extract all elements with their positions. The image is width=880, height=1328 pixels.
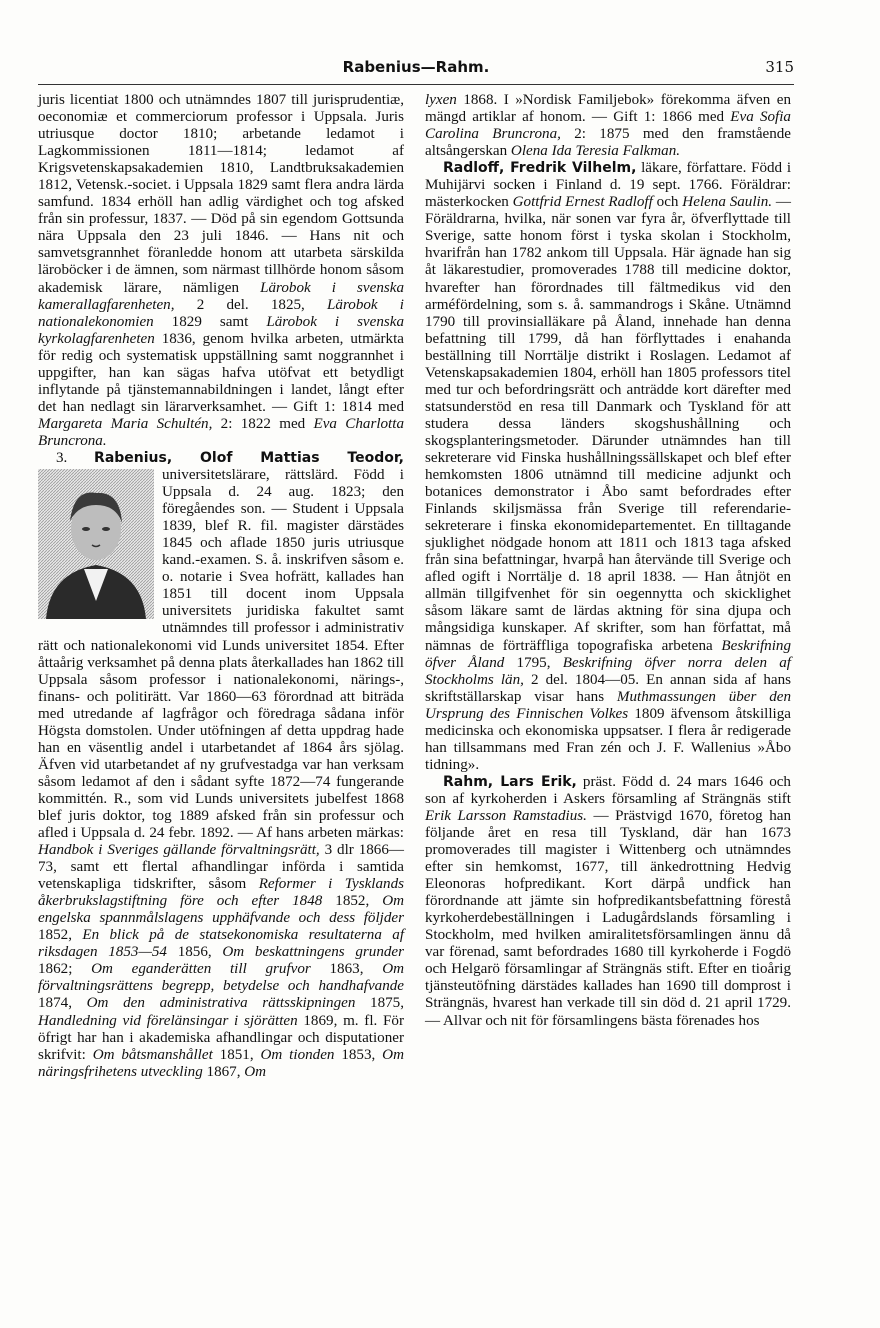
text: 1856, <box>166 944 223 961</box>
text: 2 del. 1825, <box>174 296 328 313</box>
work-title: Om näringsfrihetens utveckling <box>38 1046 404 1080</box>
work-title: Handbok i Sveriges gällande förvaltningsrätt, <box>38 842 320 859</box>
text: 1868. I »Nordisk Familjebok» förekomma äfven en mängd artiklar af honom. — Gift 1: 1866 med <box>425 92 791 126</box>
work-title: Om <box>244 1063 267 1080</box>
text: 1853, <box>334 1046 383 1063</box>
entry-radloff <box>425 160 791 774</box>
text: 1869, m. fl. För öfrigt har han i akademiska afhandlingar och disputationer skrifvit: <box>38 1012 404 1063</box>
text: läkare, författare. Född i Muhijärvi socken i Finland d. 19 sept. 1766. Föräldrar: mästerkocken <box>425 160 792 211</box>
portrait-engraving <box>38 469 154 619</box>
text: 1829 samt <box>153 313 267 330</box>
text: 2: 1875 med den framstående altsångerskan <box>425 126 792 160</box>
text: 1867, <box>202 1063 245 1080</box>
text: 1795, <box>504 654 563 671</box>
text: 1851, <box>212 1046 261 1063</box>
text: och <box>652 194 683 211</box>
page-number: 315 <box>765 58 794 76</box>
text: 1875, <box>355 995 405 1012</box>
work-title: En blick på de statsekonomiska resultaterna af riksdagen 1853—54 <box>38 927 405 961</box>
entry-rahm <box>425 774 791 1030</box>
work-title: Om engelska spannmålslagens upphäfvande och dess följder <box>38 893 404 927</box>
entry-continuation <box>425 92 791 160</box>
text: 1809 äfvensom åtskilliga medicinska och ekonomiska uppsatser. I flera år redigerade han tillsammans med Fran zén och J. F. Wallenius »Åbo tidning». <box>425 705 791 773</box>
work-title: Om båtsmanshållet <box>92 1046 213 1063</box>
text: 1836, genom hvilka arbeten, utmärkta för redig och systematisk uppställning samt noggrannhet i uppgifter, han kan sägas hafva utöfvat ett betydligt inflytande på tjänstemannabildningen i landet, långt efter det han nedlagt sin lärarverksamhet. — Gift 1: 1814 med <box>38 330 404 415</box>
entry-name: Rahm, Lars Erik, <box>443 773 577 790</box>
spouse-name: Margareta Maria Schultén, <box>38 415 213 432</box>
text: universitetslärare, rättslärd. Född i Uppsala d. 24 aug. 1823; den föregåendes son. — Student i Uppsala 1839, blef R. fil. magister därstädes 1845 och aflade 1850 juris utriusque kand.-examen. S. å. inskrifven såsom e. o. notarie i Svea hofrätt, kallades han 1851 till docent inom Uppsala universitets juridiska fakultet samt utnämndes till professor i administrativ rätt och nationalekonomi vid Lunds universitet 1854. Efter åttaårig verksamhet på denna plats återkallades han 1862 till Uppsala såsom professor i nationalekonomi, närings-, finans- och politirätt. Var 1860—63 förordnad att biträda med utredande af lagfrågor och föredraga sådana inför Högsta domstolen. Under utöfningen af detta uppdrag hade han en väsentlig andel i utarbetandet af 1864 års sjölag. Äfven vid utarbetandet af ny grufvestadga var han verksam såsom ledamot af den i sådant syfte 1872—74 fungerande kommittén. R., som vid Lunds universitets jubelfest 1868 blef juris doktor, tog 1889 afsked från sin professur och afled i Uppsala d. 24 febr. 1892. — Af hans arbeten märkas: <box>38 467 404 842</box>
work-title: Om tionden <box>260 1046 335 1063</box>
spouse-name: Eva Charlotta Bruncrona. <box>38 415 404 449</box>
text: 2 del. 1804—05. En annan sida af hans skriftställarskap visar hans <box>425 671 792 705</box>
text: — Föräldrarna, hvilka, när sonen var fyra år, öfverflyttade till Sverige, satte honom först i tyska skolan i Stockholm, hvarifrån han 1782 ankom till Uppsala. Här ägnade han sig åt läkarestudier, promoverades 1788 till medicine doktor, hvarefter han förordnades till fältmedikus vid den arméfördelning, som s. å. sammandrogs i Skåne. Utnämnd 1790 till provinsialläkare på Åland, innehade han denna befattning till 1799, då han förflyttades i enahanda beställning till Norrtälje distrikt i Roslagen. Ledamot af Vetenskapsakademien 1804, erhöll han 1805 professors titel med tur och befordringsrätt och anträdde kort därefter med statsunderstöd en resa till Danmark och Tyskland för att studera dessa länders skogshushållning och skogsplanteringsmetoder. Därunder utnämndes han till sekreterare vid Finska hushållningssällskapet och blef efter hemkomsten 1806 utnämnd till medicine adjunkt och botanices demonstrator i Åbo samt befordrades efter Finlands skiljsmässa från Sverige till referendarie-sekreterare i finska ekonomidepartementet. En tilltagande sjuklighet nödgade honom att 1811 och 1813 taga afsked från sina befattningar, hvarpå han återvände till Sverige och afled ogift i Norrtälje d. 18 april 1838. — Han åtnjöt en allmän tillgifvenhet för sin oegennytta och skicklighet såsom läkare samt de lärdas aktning för sina djupa och mångsidiga kunskaper. Af skrifter, som han författat, må nämnas de förträffliga topografiska arbetena <box>425 194 792 654</box>
header-rule <box>38 84 794 85</box>
portrait-image <box>38 469 154 619</box>
work-title: Om den administrativa rättsskipningen <box>86 995 356 1012</box>
work-title: lyxen <box>425 92 457 108</box>
text: 3 dlr 1866—73, samt ett flertal afhandlingar införda i samtida vetenskapliga tidskrifter, såsom <box>38 842 404 893</box>
parent-name: Erik Larsson Ramstadius. <box>425 807 587 824</box>
text: juris licentiat 1800 och utnämndes 1807 till jurisprudentiæ, oeconomiæ et commerciorum professor i Uppsala. Juris utriusque doctor 1810; arbetande ledamot i Lagkommissionen 1811—1814; ledamot af Krigsvetenskapsakademien 1810, Landtbruksakademien 1812, Vetensk.-societ. i Uppsala 1829 samt flera andra lärda samfund. 1834 erhöll han adlig värdighet och tog afsked från sin professur, 1837. — Död på sin egendom Gottsunda nära Uppsala den 23 juli 1846. — Hans nit och samvetsgrannhet föranledde honom att utarbeta särskilda läroböcker i de ämnen, som närmast tillhörde honom såsom akademisk lärare, nämligen <box>38 92 404 296</box>
entry-name: Radloff, Fredrik Vilhelm, <box>443 160 637 177</box>
text: 1862; <box>38 961 92 978</box>
work-title: Om eganderätten till grufvor <box>91 961 311 978</box>
text: 1874, <box>38 995 87 1012</box>
work-title: Reformer i Tysklands åkerbrukslagstiftning före och efter 1848 <box>38 876 404 910</box>
entry-number: 3. <box>56 449 95 466</box>
work-title: Om förvaltningsrättens begrepp, betydelse och handhafvande <box>38 961 404 995</box>
parent-name: Helena Saulin. <box>682 194 773 211</box>
work-title: Om beskattningens grunder <box>222 944 404 961</box>
parent-name: Gottfrid Ernest Radloff <box>512 194 653 211</box>
text: 1863, <box>310 961 383 978</box>
text: — Prästvigd 1670, företog han följande året en resa till Tyskland, där han 1673 promoverades till magister i Wittenberg och utnämndes efter sin hemkomst, 1677, till änkedrottning Hedvig Eleonoras hofpredikant. Kort därpå undfick han förordnande att jämte sin hofpredikantsbefattning förestå kyrkoherdebeställningen i Ladugårdslands församling i Stockholm, med hvilken amiralitetsförsamlingen ännu då var förenad, samt befordrades 1680 till kyrkoherde i Fogdö och Helgarö församlingar af Strängnäs stift. Efter en tioårig tjänsteutöfning därstädes kallades han 1690 till domprost i Strängnäs, hvarest han verkade till sin död d. 21 april 1729. — Allvar och nit för församlingens bästa förenades hos <box>425 807 792 1029</box>
running-header <box>38 58 794 82</box>
entry-continuation <box>38 92 404 450</box>
work-title: Beskrifning öfver Åland <box>425 637 791 671</box>
running-title: Rabenius—Rahm. <box>342 58 490 76</box>
work-title: Lärobok i nationalekonomien <box>38 296 404 330</box>
left-column <box>38 92 404 1081</box>
right-column <box>425 92 791 1030</box>
text: präst. Född d. 24 mars 1646 och son af kyrkoherden i Askers församling af Strängnäs stift <box>425 773 791 807</box>
spouse-name: Olena Ida Teresia Falkman. <box>510 143 681 160</box>
spouse-name: Eva Sofia Carolina Bruncrona, <box>425 109 791 143</box>
entry-name: Rabenius, Olof Mattias Teodor, <box>94 449 404 466</box>
work-title: Muthmassungen über den Ursprung des Finnischen Volkes <box>425 688 791 722</box>
text: 1852, <box>38 927 83 944</box>
work-title: Beskrifning öfver norra delen af Stockholms län, <box>425 654 791 688</box>
work-title: Lärobok i svenska kamerallagfarenheten, <box>38 279 404 313</box>
text: 1852, <box>322 893 383 910</box>
work-title: Lärobok i svenska kyrkolagfarenheten <box>38 313 405 347</box>
work-title: Handledning vid förelänsingar i sjörätten <box>38 1012 298 1029</box>
entry-rabenius-olof <box>38 450 404 1081</box>
text: 2: 1822 med <box>212 415 314 432</box>
